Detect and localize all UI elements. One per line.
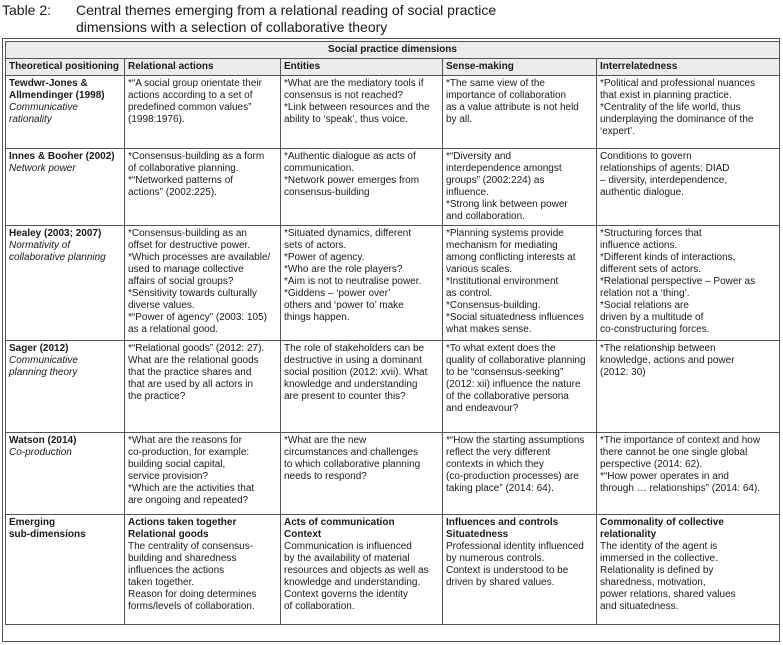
cell-text-line: *Consensus-building as an [128,228,247,239]
cell-text-line: perspective (2014: 62). [600,459,703,470]
cell-text-line: and situatedness. [600,601,679,612]
cell-text-line: underplaying the dominance of the [600,114,754,125]
caption-label: Table 2: [2,2,52,18]
cell-text-line: that the practice shares and [128,367,252,378]
cell-text-line: *Link between resources and the [284,102,430,113]
relational-cell [125,341,281,433]
cell-text-line: destructive in using a dominant [284,355,422,366]
cell-text-line: *“How the starting assumptions [446,435,585,446]
table-row [6,515,780,625]
entities-cell [281,149,443,226]
cell-text-line: taken together. [128,577,195,588]
cell-text-line: driven by a multitude of [600,312,704,323]
caption-line: Central themes emerging from a relational reading of social practice [76,2,497,18]
span-header-row [6,42,780,59]
cell-text-line: of collaboration. [284,601,355,612]
table-row [6,76,780,149]
column-header: Entities [281,59,443,76]
cell-text-line: *Relational perspective – Power as [600,276,756,287]
interrelatedness-cell [597,515,780,625]
cell-text-line: sharedness, motivation, [600,577,706,588]
interrelatedness-cell [597,76,780,149]
entities-cell [281,515,443,625]
cell-text-line: *Social relations are [600,300,689,311]
theory-author: Innes & Booher (2002) [9,151,115,162]
theory-author: Tewdwr-Jones & [9,78,88,89]
cell-text-line: by numerous controls. [446,553,545,564]
cell-text-line: taking place” (2014: 64). [446,483,554,494]
theory-name: collaborative planning [9,252,106,263]
cell-text-line: *Political and professional nuances [600,78,756,89]
cell-text-line: others and ‘power to’ make [284,300,404,311]
sub-dimension-heading: Influences and controls [446,517,559,528]
theory-author: Watson (2014) [9,435,77,446]
cell-text-line: forms/levels of collaboration. [128,601,255,612]
column-header: Theoretical positioning [6,59,125,76]
sense-making-cell [443,76,597,149]
sub-dimension-heading: Acts of communication [284,517,395,528]
theory-cell [6,433,125,515]
cell-text-line: Relationality is defined by [600,565,714,576]
theory-name: Communicative [9,102,78,113]
cell-text-line: *“How power operates in and [600,471,729,482]
cell-text-line: *What are the new [284,435,367,446]
theory-name: Co-production [9,447,72,458]
sub-dimension-heading: Situatedness [446,529,509,540]
entities-cell [281,341,443,433]
cell-text-line: social position (2012: xvii). What [284,367,428,378]
cell-text-line: relation not a ‘thing’. [600,288,690,299]
cell-text-line: *Situated dynamics, different [284,228,412,239]
column-header: Relational actions [125,59,281,76]
interrelatedness-cell [597,341,780,433]
table-body [6,76,780,625]
cell-text-line: *Giddens – ‘power over’ [284,288,391,299]
table-row [6,149,780,226]
cell-text-line: *To what extent does the [446,343,556,354]
cell-text-line: *Institutional environment [446,276,559,287]
cell-text-line: predefined common values” [128,102,252,113]
theory-author: sub-dimensions [9,529,86,540]
cell-text-line: service provision? [128,471,209,482]
sub-dimension-heading: Relational goods [128,529,209,540]
sense-making-cell [443,341,597,433]
cell-text-line: (co-production processes) are [446,471,579,482]
cell-text-line: *“Power of agency” (2003: 105) [128,312,267,323]
themes-table [5,41,780,625]
cell-text-line: *Different kinds of interactions, [600,252,736,263]
column-header-row [6,59,780,76]
cell-text-line: knowledge and understanding. [284,577,421,588]
cell-text-line: mechanism for mediating [446,240,558,251]
table-row [6,341,780,433]
cell-text-line: power relations, shared values [600,589,736,600]
table-row [6,433,780,515]
theory-name: planning theory [9,367,78,378]
sub-dimension-heading: Context [284,529,322,540]
relational-cell [125,76,281,149]
sense-making-cell [443,433,597,515]
cell-text-line: interdependence amongst [446,163,562,174]
cell-text-line: by all. [446,114,473,125]
cell-text-line: Reason for doing determines [128,589,257,600]
cell-text-line: there cannot be one single global [600,447,748,458]
cell-text-line: Context governs the identity [284,589,408,600]
entities-cell [281,433,443,515]
interrelatedness-cell [597,226,780,341]
cell-text-line: *Who are the role players? [284,264,403,275]
cell-text-line: circumstances and challenges [284,447,418,458]
cell-text-line: *Planning systems provide [446,228,564,239]
cell-text-line: co-constructuring forces. [600,324,710,335]
cell-text-line: *What are the reasons for [128,435,242,446]
cell-text-line: actions” (2002:225). [128,187,217,198]
cell-text-line: groups” (2002:224) as [446,175,545,186]
cell-text-line: authentic dialogue. [600,187,684,198]
relational-cell [125,433,281,515]
cell-text-line: offset for destructive power. [128,240,251,251]
table-row [6,226,780,341]
cell-text-line: ‘expert’. [600,126,636,137]
theory-name: Communicative [9,355,78,366]
cell-text-line: reflect the very different [446,447,551,458]
theory-name: rationality [9,114,52,125]
cell-text-line: building and sharedness [128,553,237,564]
span-header: Social practice dimensions [6,42,780,59]
sub-dimension-heading: relationality [600,529,657,540]
cell-text-line: importance of collaboration [446,90,567,101]
cell-text-line: *What are the mediatory tools if [284,78,424,89]
cell-text-line: consensus is not reached? [284,90,403,101]
theory-author: Healey (2003; 2007) [9,228,102,239]
cell-text-line: *Network power emerges from [284,175,420,186]
cell-text-line: Conditions to govern [600,151,692,162]
cell-text-line: through … relationships” (2014: 64). [600,483,761,494]
sub-dimension-heading: Actions taken together [128,517,237,528]
cell-text-line: resources and objects as well as [284,565,429,576]
cell-text-line: as control. [446,288,493,299]
cell-text-line: to be “consensus-seeking” [446,367,564,378]
cell-text-line: The identity of the agent is [600,541,718,552]
cell-text-line: *The same view of the [446,78,545,89]
cell-text-line: actions according to a set of [128,90,253,101]
theory-cell [6,76,125,149]
column-header: Sense-making [443,59,597,76]
sense-making-cell [443,515,597,625]
cell-text-line: *“Relational goods” (2012: 27). [128,343,265,354]
cell-text-line: that exist in planning practice. [600,90,732,101]
sense-making-cell [443,226,597,341]
cell-text-line: contexts in which they [446,459,544,470]
cell-text-line: relationships of agents: DIAD [600,163,730,174]
theory-author: Allmendinger (1998) [9,90,105,101]
cell-text-line: as a relational good. [128,324,219,335]
interrelatedness-cell [597,149,780,226]
cell-text-line: knowledge, actions and power [600,355,735,366]
entities-cell [281,76,443,149]
cell-text-line: *Which processes are available/ [128,252,271,263]
cell-text-line: co-production, for example: [128,447,250,458]
cell-text-line: *Social situatedness influences [446,312,584,323]
cell-text-line: *The importance of context and how [600,435,761,446]
cell-text-line: of collaborative planning. [128,163,239,174]
cell-text-line: diverse values. [128,300,195,311]
cell-text-line: *Power of agency. [284,252,365,263]
relational-cell [125,226,281,341]
cell-text-line: *Consensus-building. [446,300,541,311]
cell-text-line: *Sensitivity towards culturally [128,288,257,299]
cell-text-line: affairs of social groups? [128,276,234,287]
cell-text-line: things happen. [284,312,350,323]
interrelatedness-cell [597,433,780,515]
cell-text-line: (1998:1976). [128,114,185,125]
theory-cell [6,515,125,625]
caption-text [76,2,636,36]
cell-text-line: What are the relational goods [128,355,259,366]
sub-dimension-heading: Commonality of collective [600,517,724,528]
cell-text-line: various scales. [446,264,513,275]
cell-text-line: to which collaborative planning [284,459,421,470]
sense-making-cell [443,149,597,226]
cell-text-line: sets of actors. [284,240,347,251]
cell-text-line: influence. [446,187,489,198]
cell-text-line: *“Networked patterns of [128,175,234,186]
theory-author: Sager (2012) [9,343,69,354]
cell-text-line: *Structuring forces that [600,228,702,239]
cell-text-line: among conflicting interests at [446,252,576,263]
cell-text-line: influences the actions [128,565,225,576]
theory-cell [6,226,125,341]
cell-text-line: and collaboration. [446,211,525,222]
cell-text-line: are present to counter this? [284,391,406,402]
cell-text-line: Professional identity influenced [446,541,584,552]
cell-text-line: Communication is influenced [284,541,412,552]
cell-text-line: *Which are the activities that [128,483,255,494]
cell-text-line: quality of collaborative planning [446,355,586,366]
cell-text-line: – diversity, interdependence, [600,175,728,186]
cell-text-line: The centrality of consensus- [128,541,254,552]
cell-text-line: knowledge and understanding [284,379,418,390]
cell-text-line: *The relationship between [600,343,716,354]
cell-text-line: *“Diversity and [446,151,512,162]
cell-text-line: *Authentic dialogue as acts of [284,151,416,162]
cell-text-line: and endeavour? [446,403,519,414]
theory-name: Normativity of [9,240,71,251]
cell-text-line: what makes sense. [446,324,532,335]
cell-text-line: *Strong link between power [446,199,568,210]
cell-text-line: *Aim is not to neutralise power. [284,276,422,287]
cell-text-line: driven by shared values. [446,577,555,588]
cell-text-line: *Consensus-building as a form [128,151,265,162]
column-header: Interrelatedness [597,59,780,76]
cell-text-line: the practice? [128,391,186,402]
cell-text-line: The role of stakeholders can be [284,343,425,354]
cell-text-line: are ongoing and repeated? [128,495,249,506]
caption-line: dimensions with a selection of collaborative theory [76,19,388,35]
cell-text-line: *Centrality of the life world, thus [600,102,741,113]
theory-cell [6,149,125,226]
relational-cell [125,149,281,226]
theory-name: Network power [9,163,76,174]
cell-text-line: by the availability of material [284,553,410,564]
relational-cell [125,515,281,625]
cell-text-line: influence actions. [600,240,678,251]
cell-text-line: consensus-building [284,187,370,198]
cell-text-line: building social capital, [128,459,226,470]
theory-cell [6,341,125,433]
cell-text-line: Context is understood to be [446,565,569,576]
theory-author: Emerging [9,517,56,528]
cell-text-line: *“A social group orientate their [128,78,262,89]
cell-text-line: used to manage collective [128,264,244,275]
entities-cell [281,226,443,341]
cell-text-line: as a value attribute is not held [446,102,579,113]
cell-text-line: immersed in the collective. [600,553,718,564]
cell-text-line: ability to ‘speak’, thus voice. [284,114,408,125]
cell-text-line: that are used by all actors in [128,379,254,390]
cell-text-line: different sets of actors. [600,264,701,275]
cell-text-line: of the collaborative persona [446,391,569,402]
cell-text-line: (2012: 30) [600,367,646,378]
cell-text-line: (2012: xii) influence the nature [446,379,581,390]
cell-text-line: needs to respond? [284,471,367,482]
cell-text-line: communication. [284,163,355,174]
